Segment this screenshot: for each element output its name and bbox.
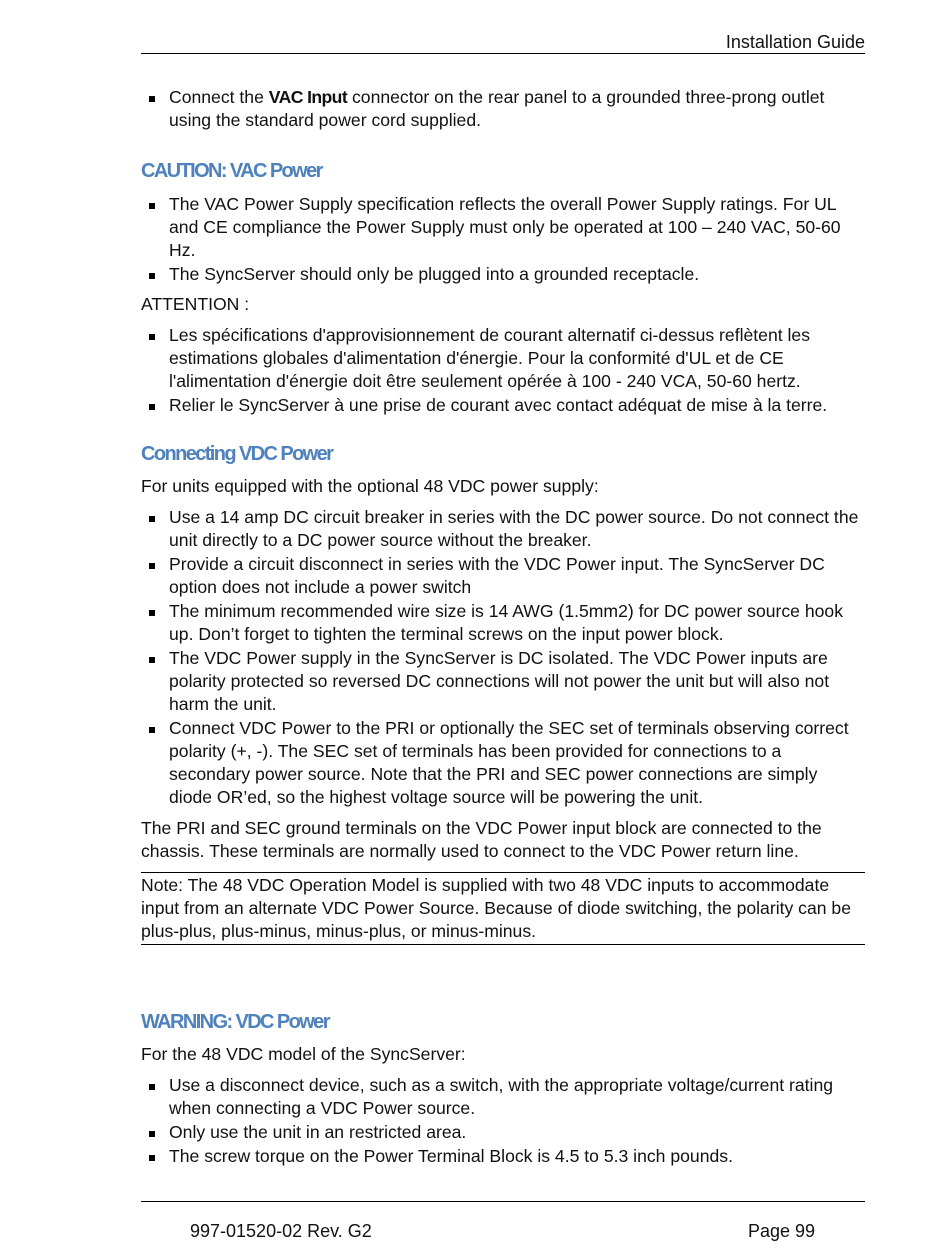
attention-bullets (141, 324, 865, 417)
list-item: Only use the unit in an restricted area. (141, 1121, 865, 1144)
document-number: 997-01520-02 Rev. G2 (190, 1221, 372, 1241)
warning-vdc-bullets (141, 1074, 865, 1168)
page-number: Page 99 (747, 1221, 815, 1241)
attention-label: ATTENTION : (141, 294, 250, 314)
list-item: Les spécifications d'approvisionnement de courant alternatif ci-dessus reflètent les estimations globales d'alimentation d'énergie. Pour la conformité d'UL et de CE l'alimentation d'énergie doit être seulement opérée à 100 - 240 VCA, 50-60 hertz. (141, 324, 865, 393)
list-item (141, 86, 865, 132)
vac-input-label: VAC Input (268, 87, 348, 107)
list-item: Relier le SyncServer à une prise de courant avec contact adéquat de mise à la terre. (141, 394, 865, 417)
intro-bullet-list (141, 86, 865, 132)
list-item: The minimum recommended wire size is 14 AWG (1.5mm2) for DC power source hook up. Don’t forget to tighten the terminal screws on the input power block. (141, 600, 865, 646)
page-content (141, 86, 865, 1169)
bullet-text-suffix: connector on the rear panel to a grounded three-prong outlet using the standard power cord supplied. (169, 87, 825, 130)
connecting-vdc-heading: Connecting VDC Power (141, 443, 333, 465)
list-item: Use a disconnect device, such as a switch, with the appropriate voltage/current rating when connecting a VDC Power source. (141, 1074, 865, 1120)
running-header: Installation Guide (725, 32, 865, 52)
bullet-text-prefix: Connect the (169, 87, 269, 107)
warning-vdc-heading: WARNING: VDC Power (141, 1011, 329, 1033)
list-item: The VDC Power supply in the SyncServer is DC isolated. The VDC Power inputs are polarity protected so reversed DC connections will not power the unit but will also not harm the unit. (141, 647, 865, 716)
warning-vdc-intro: For the 48 VDC model of the SyncServer: (141, 1044, 466, 1064)
header-rule (141, 53, 865, 54)
footer-rule (141, 1201, 865, 1202)
list-item: Provide a circuit disconnect in series with the VDC Power input. The SyncServer DC option does not include a power switch (141, 553, 865, 599)
list-item: The screw torque on the Power Terminal Block is 4.5 to 5.3 inch pounds. (141, 1145, 865, 1168)
note-box: Note: The 48 VDC Operation Model is supplied with two 48 VDC inputs to accommodate input from an alternate VDC Power Source. Because of diode switching, the polarity can be plus-plus, plus-minus, minus-plus, or minus-minus. (141, 872, 865, 945)
list-item: Connect VDC Power to the PRI or optionally the SEC set of terminals observing correct polarity (+, -). The SEC set of terminals has been provided for connections to a secondary power source. Note that the PRI and SEC power connections are simply diode OR’ed, so the highest voltage source will be powering the unit. (141, 717, 865, 809)
list-item: The SyncServer should only be plugged into a grounded receptacle. (141, 263, 865, 286)
list-item: Use a 14 amp DC circuit breaker in series with the DC power source. Do not connect the unit directly to a DC power source without the breaker. (141, 506, 865, 552)
connecting-vdc-intro: For units equipped with the optional 48 VDC power supply: (141, 476, 599, 496)
caution-vac-bullets (141, 193, 865, 286)
caution-vac-heading: CAUTION: VAC Power (141, 160, 322, 182)
list-item: The VAC Power Supply specification reflects the overall Power Supply ratings. For UL and CE compliance the Power Supply must only be operated at 100 – 240 VAC, 50-60 Hz. (141, 193, 865, 262)
ground-terminals-paragraph: The PRI and SEC ground terminals on the VDC Power input block are connected to the chassis. These terminals are normally used to connect to the VDC Power return line. (141, 818, 822, 861)
connecting-vdc-bullets (141, 506, 865, 809)
